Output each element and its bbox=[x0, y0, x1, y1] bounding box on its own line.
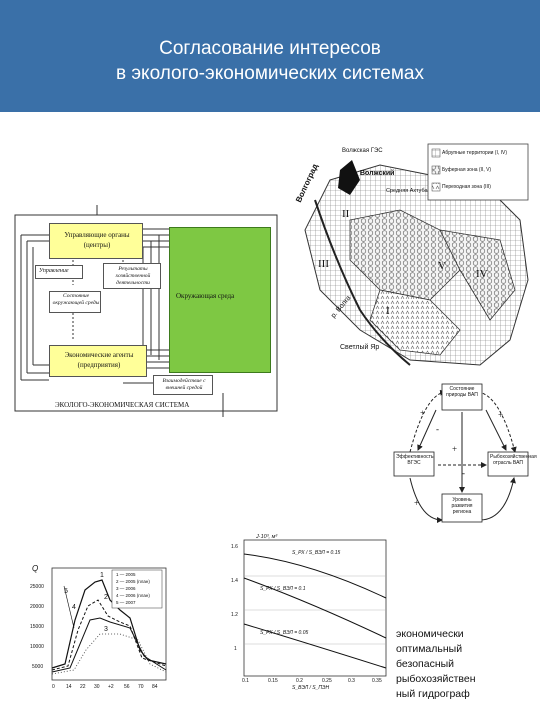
hydrograph-line-label-2: 2 bbox=[104, 594, 108, 601]
curve-ytick-0: 1.6 bbox=[231, 544, 238, 550]
curve-xtick-3: 0.25 bbox=[322, 678, 332, 684]
hydrograph-line-label-3: 3 bbox=[104, 626, 108, 633]
hydrograph-ytick-4: 5000 bbox=[32, 664, 44, 670]
map-river-volgograd: Волгоград bbox=[294, 162, 320, 204]
management-box bbox=[49, 223, 143, 259]
caption-line-5: ный гидрограф bbox=[396, 688, 470, 700]
results-label: Результаты хозяйственной деятельности bbox=[115, 266, 151, 286]
control-label: Управление bbox=[39, 268, 69, 274]
cycle-bottom-label: Уровень развития региона bbox=[451, 497, 473, 515]
interaction-label: Взаимодействие с внешней средой bbox=[162, 378, 206, 391]
map-zone-V: V bbox=[438, 260, 446, 272]
hydrograph-xtick-0: 0 bbox=[52, 684, 55, 690]
cycle-sign-6: + bbox=[414, 498, 420, 508]
hydrograph-xtick-2: 22 bbox=[80, 684, 86, 690]
slide-title bbox=[0, 36, 540, 86]
map-zone-IV: IV bbox=[476, 268, 488, 280]
curve-ytick-1: 1.4 bbox=[231, 578, 238, 584]
caption-line-4: рыбохозяйствен bbox=[396, 673, 476, 685]
control-box bbox=[35, 265, 83, 279]
hydrograph-legend-2: 2 — 2005 (план) bbox=[116, 579, 150, 584]
map-city-volzhsky: Волжский bbox=[360, 170, 395, 177]
environment-label: Окружающая среда bbox=[176, 292, 235, 300]
eco-economic-system-diagram bbox=[13, 205, 283, 417]
cycle-left-label: Эффективность ВГЭС bbox=[396, 454, 434, 466]
hydrograph-line-label-4: 4 bbox=[72, 604, 76, 611]
curve-chart bbox=[230, 532, 390, 692]
map-zone-II: II bbox=[342, 208, 350, 220]
title-line-2: в эколого-экономических системах bbox=[115, 63, 424, 84]
hydrograph-line-label-5: 5 bbox=[64, 588, 68, 595]
cycle-sign-5: - bbox=[462, 468, 465, 478]
results-box bbox=[103, 263, 161, 289]
map-drawing bbox=[290, 140, 532, 372]
hydrograph-legend-4: 4 — 2006 (план) bbox=[116, 593, 150, 598]
cycle-right-label: Рыбохозяйственная отрасль ВАП bbox=[490, 454, 537, 466]
hydrograph-chart bbox=[30, 560, 170, 698]
hydrograph-ytick-3: 10000 bbox=[30, 644, 44, 650]
hydrograph-legend-3: 3 — 2006 bbox=[116, 586, 136, 591]
curve-xtick-2: 0.2 bbox=[296, 678, 303, 684]
hydrograph-xtick-3: 30 bbox=[94, 684, 100, 690]
map-zone-I: I bbox=[386, 305, 390, 317]
curve-label-1: S_РХ / S_ВЭЛ = 0.15 bbox=[292, 550, 341, 556]
curve-plot bbox=[230, 532, 390, 692]
management-label: Управляющие органы (центры) bbox=[64, 231, 130, 249]
map-legend-3: Переходная зона (III) bbox=[442, 184, 491, 190]
caption-line-2: оптимальный bbox=[396, 643, 463, 655]
curve-ytick-2: 1.2 bbox=[231, 612, 238, 618]
cycle-sign-2: - bbox=[436, 424, 439, 434]
curve-label-3: S_РХ / S_ВЭЛ = 0.05 bbox=[260, 630, 309, 636]
environment-state-box bbox=[49, 291, 101, 313]
hydrograph-ylabel: Q bbox=[32, 564, 39, 573]
map-akhtuba: Средняя Ахтуба bbox=[386, 188, 428, 194]
environment-box bbox=[169, 227, 271, 373]
map-river-volga: р. Волга bbox=[330, 294, 353, 320]
curve-xlabel: S_ВЭЛ / S_ПЭН bbox=[292, 685, 330, 691]
interaction-box bbox=[153, 375, 213, 395]
hydrograph-legend-5: 5 — 2007 bbox=[116, 600, 136, 605]
cycle-diagram bbox=[390, 380, 537, 530]
hydrograph-xtick-5: 56 bbox=[124, 684, 130, 690]
hydrograph-xtick-4: +2 bbox=[108, 684, 114, 690]
hydrograph-line-label-1: 1 bbox=[100, 572, 104, 579]
cycle-sign-1: + bbox=[420, 408, 426, 418]
map-legend-1: Абрупные территории (I, IV) bbox=[442, 150, 508, 156]
title-line-1: Согласование интересов bbox=[159, 38, 381, 59]
map-svetly-yar: Светлый Яр bbox=[340, 344, 380, 351]
caption-line-3: безопасный bbox=[396, 658, 455, 670]
caption-line-1: экономически bbox=[396, 628, 464, 640]
system-label: ЭКОЛОГО-ЭКОНОМИЧЕСКАЯ СИСТЕМА bbox=[55, 401, 190, 409]
map-station-label: Волжская ГЭС bbox=[342, 148, 383, 154]
agents-label: Экономические агенты (предприятия) bbox=[64, 351, 134, 369]
agents-box bbox=[49, 345, 147, 377]
map-zone-III: III bbox=[318, 258, 329, 270]
hydrograph-ytick-2: 15000 bbox=[30, 624, 44, 630]
curve-xtick-5: 0.35 bbox=[372, 678, 382, 684]
hydrograph-xtick-6: 70 bbox=[138, 684, 144, 690]
hydrograph-xtick-7: 84 bbox=[152, 684, 158, 690]
curve-label-2: S_РХ / S_ВЭЛ = 0.1 bbox=[260, 586, 306, 592]
title-banner bbox=[0, 0, 540, 112]
cycle-top-label: Состояние природы ВАП bbox=[446, 386, 478, 398]
region-map bbox=[290, 140, 532, 372]
curve-xtick-4: 0.3 bbox=[348, 678, 355, 684]
curve-ytick-3: 1 bbox=[234, 646, 237, 652]
hydrograph-ytick-1: 20000 bbox=[30, 604, 44, 610]
curve-xtick-1: 0.15 bbox=[268, 678, 278, 684]
map-legend-2: Буферная зона (II, V) bbox=[442, 167, 492, 173]
curve-xtick-0: 0.1 bbox=[242, 678, 249, 684]
environment-state-label: Состояние окружающей среды bbox=[52, 293, 100, 306]
cycle-sign-4: + bbox=[452, 444, 458, 454]
hydrograph-xtick-1: 14 bbox=[66, 684, 72, 690]
hydrograph-legend-1: 1 — 2005 bbox=[116, 572, 136, 577]
hydrograph-ytick-0: 25000 bbox=[30, 584, 44, 590]
hydrograph-caption bbox=[396, 627, 536, 702]
cycle-sign-3: + bbox=[498, 410, 504, 420]
curve-ylabel: J·10³, м³ bbox=[256, 534, 278, 540]
